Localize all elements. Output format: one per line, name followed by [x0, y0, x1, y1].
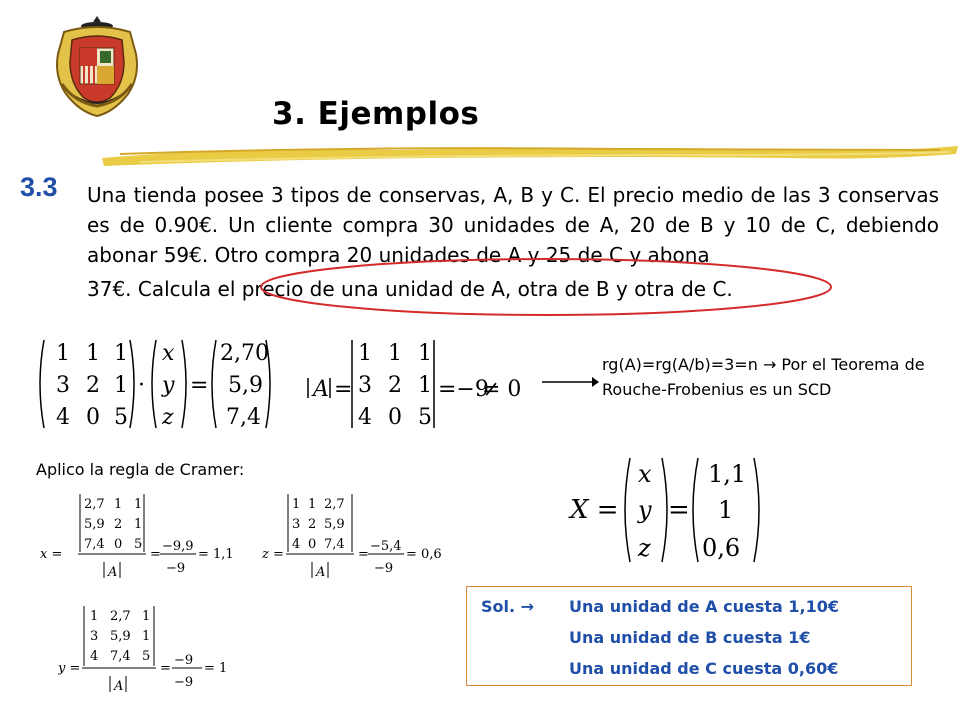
svg-text:3: 3: [358, 373, 372, 398]
problem-statement: [87, 180, 939, 304]
svg-text:7,4: 7,4: [84, 537, 105, 552]
svg-text:z: z: [638, 534, 651, 562]
solution-line-a: Una unidad de A cuesta 1,10€: [569, 597, 839, 616]
svg-text:=: =: [160, 661, 171, 676]
svg-text:2: 2: [388, 373, 402, 398]
coef-cell: 0: [86, 405, 100, 430]
svg-text:x =: x =: [40, 547, 63, 562]
title-underline-brush: [100, 140, 960, 170]
cramer-x: [40, 488, 240, 584]
svg-text:=: =: [150, 547, 161, 562]
svg-text:=: =: [334, 377, 353, 402]
coef-cell: 2: [86, 373, 100, 398]
solution-line-b: Una unidad de B cuesta 1€: [569, 628, 811, 647]
rhs-vector: [212, 340, 270, 430]
svg-text:1: 1: [114, 497, 123, 512]
svg-text:y: y: [162, 373, 175, 398]
svg-text:A: A: [316, 565, 326, 580]
solution-vector: [568, 452, 768, 568]
solution-prefix: Sol. →: [481, 597, 535, 616]
svg-text:−9: −9: [174, 675, 194, 690]
coefficient-matrix: [40, 340, 134, 430]
svg-text:5: 5: [418, 405, 432, 430]
svg-text:2,7: 2,7: [84, 497, 105, 512]
coef-cell: 1: [86, 341, 100, 366]
svg-text:1: 1: [142, 629, 151, 644]
svg-text:y: y: [638, 496, 652, 524]
svg-text:0: 0: [114, 537, 123, 552]
svg-text:A: A: [313, 377, 329, 402]
solution-line-c: Una unidad de C cuesta 0,60€: [569, 659, 839, 678]
coef-cell: 3: [56, 373, 70, 398]
svg-text:1: 1: [142, 609, 151, 624]
svg-text:1: 1: [90, 609, 99, 624]
determinant-expression: [304, 336, 534, 432]
svg-text:−9: −9: [174, 653, 194, 668]
svg-text:5: 5: [134, 537, 143, 552]
svg-text:=: =: [668, 495, 690, 525]
problem-text: Una tienda posee 3 tipos de conservas, A, B y C. El precio medio de las 3 conservas es de 0.90€. Un cliente compra 30 unidades de A, 20 de B y 10 de C, debiendo abonar 59€. Otro compra 20 unidades de A y 25 de C y abona: [87, 183, 939, 267]
svg-text:3: 3: [90, 629, 99, 644]
svg-text:0,6: 0,6: [702, 534, 741, 562]
svg-text:4: 4: [292, 537, 301, 552]
svg-text:z: z: [162, 405, 174, 430]
problem-text-last-line: 37€. Calcula el precio de una unidad de A, otra de B y otra de C.: [87, 277, 733, 301]
svg-text:= 0,6: = 0,6: [406, 547, 442, 562]
coef-cell: 1: [114, 373, 128, 398]
svg-text:x: x: [638, 460, 652, 488]
svg-text:3: 3: [292, 517, 301, 532]
cramer-label: Aplico la regla de Cramer:: [36, 460, 245, 479]
coef-cell: 4: [56, 405, 70, 430]
svg-text:A: A: [114, 679, 124, 694]
svg-text:1: 1: [134, 517, 143, 532]
problem-number: 3.3: [20, 172, 58, 202]
svg-text:x: x: [162, 341, 175, 366]
svg-text:7,4: 7,4: [110, 649, 131, 664]
svg-text:7,4: 7,4: [324, 537, 345, 552]
right-arrow-icon: [540, 374, 600, 390]
svg-text:X =: X =: [570, 495, 619, 525]
svg-text:z =: z =: [262, 547, 284, 562]
dot-operator: ·: [138, 373, 145, 398]
svg-text:2,7: 2,7: [324, 497, 345, 512]
svg-text:7,4: 7,4: [226, 405, 261, 430]
svg-text:y =: y =: [58, 661, 81, 676]
svg-text:1: 1: [134, 497, 143, 512]
coef-cell: 1: [56, 341, 70, 366]
cramer-y: [58, 598, 248, 696]
rank-conclusion: rg(A)=rg(A/b)=3=n → Por el Teorema de Rouche-Frobenius es un SCD: [602, 355, 925, 399]
cramer-z: [262, 488, 462, 584]
det-value: =−9: [438, 377, 489, 402]
svg-text:= 1,1: = 1,1: [198, 547, 234, 562]
svg-text:−9: −9: [374, 561, 394, 576]
svg-text:−9: −9: [166, 561, 186, 576]
svg-text:5,9: 5,9: [324, 517, 345, 532]
svg-text:2: 2: [308, 517, 317, 532]
svg-text:4: 4: [90, 649, 99, 664]
svg-text:= 1: = 1: [204, 661, 228, 676]
svg-text:5,9: 5,9: [228, 373, 263, 398]
svg-text:1: 1: [388, 341, 402, 366]
svg-text:2: 2: [114, 517, 123, 532]
svg-text:1: 1: [718, 496, 734, 524]
svg-text:5: 5: [142, 649, 151, 664]
svg-text:4: 4: [358, 405, 372, 430]
school-crest-logo: [44, 14, 150, 118]
svg-text:A: A: [108, 565, 118, 580]
svg-text:1: 1: [308, 497, 317, 512]
equals-sign: =: [190, 373, 209, 398]
system-matrix-equation: [34, 336, 274, 432]
svg-text:0: 0: [388, 405, 402, 430]
not-equal-zero: ≠ 0: [482, 377, 522, 402]
svg-text:2,7: 2,7: [110, 609, 131, 624]
coef-cell: 5: [114, 405, 128, 430]
svg-text:−5,4: −5,4: [370, 539, 402, 554]
svg-text:2,70: 2,70: [220, 341, 269, 366]
svg-text:1: 1: [418, 373, 432, 398]
unknowns-vector: [152, 340, 186, 430]
svg-text:−9,9: −9,9: [162, 539, 194, 554]
coef-cell: 1: [114, 341, 128, 366]
svg-text:1: 1: [418, 341, 432, 366]
page-title: 3. Ejemplos: [272, 96, 480, 132]
svg-text:0: 0: [308, 537, 317, 552]
svg-text:5,9: 5,9: [84, 517, 105, 532]
svg-text:1: 1: [358, 341, 372, 366]
svg-text:5,9: 5,9: [110, 629, 131, 644]
svg-text:1,1: 1,1: [708, 460, 747, 488]
svg-text:1: 1: [292, 497, 301, 512]
solution-box: [466, 586, 912, 686]
svg-text:=: =: [358, 547, 369, 562]
